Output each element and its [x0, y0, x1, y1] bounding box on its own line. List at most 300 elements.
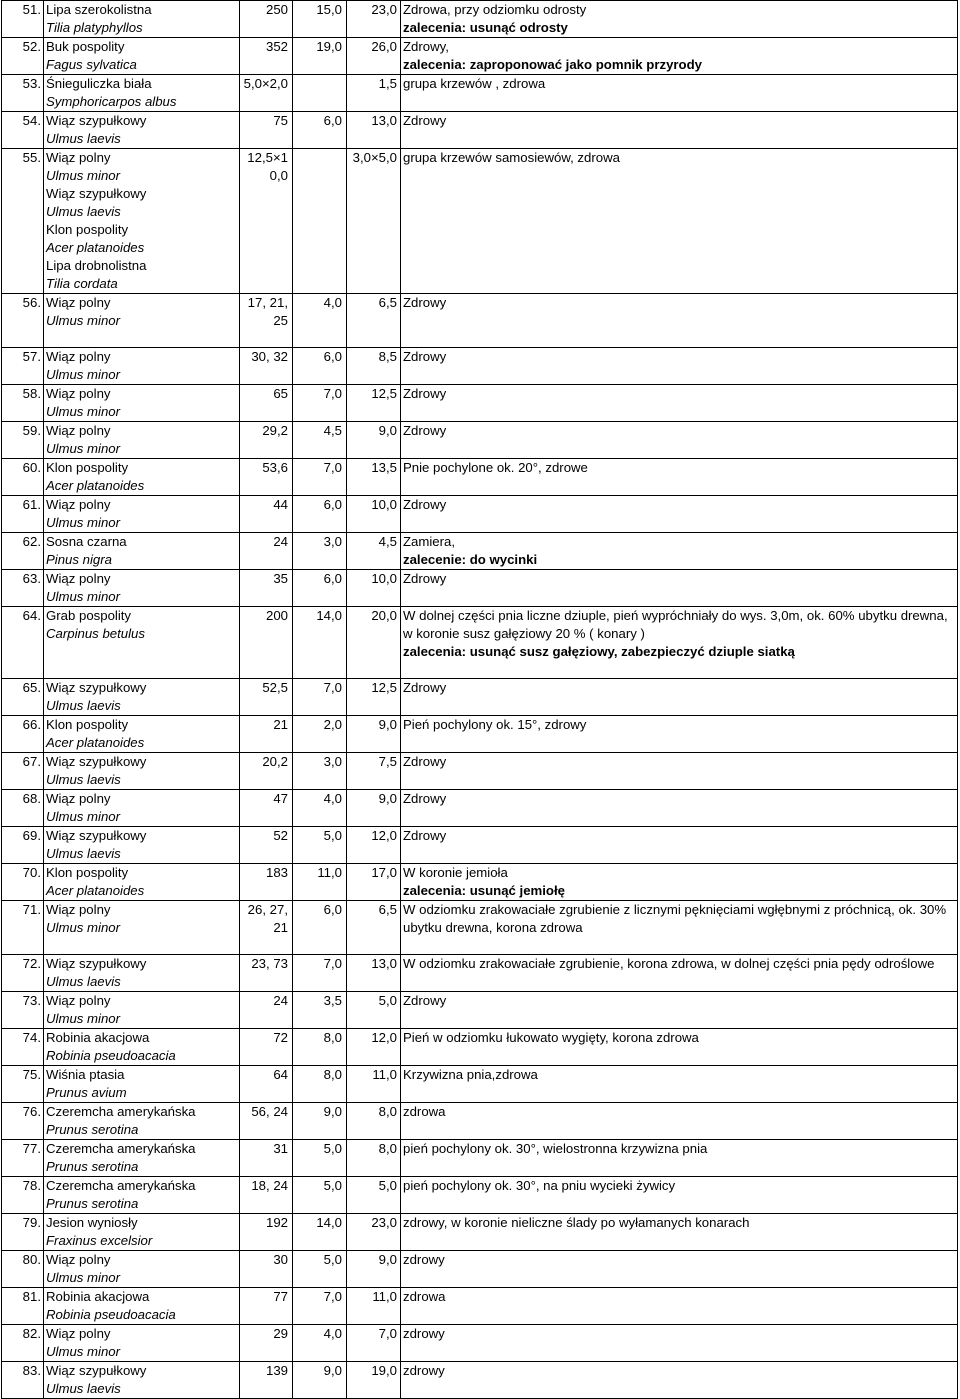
row-number: 74.: [2, 1029, 44, 1066]
condition-text: Krzywizna pnia,zdrowa: [403, 1067, 538, 1082]
crown-width-cell: 9,0: [347, 790, 401, 827]
height-cell: 3,5: [293, 992, 347, 1029]
crown-width-cell: 8,0: [347, 1103, 401, 1140]
species-polish-name: Wiąz polny: [46, 571, 111, 586]
condition-text: zdrowy: [403, 1326, 445, 1341]
species-cell: [44, 1251, 240, 1288]
species-polish-name: Śnieguliczka biała: [46, 76, 152, 91]
species-cell: [44, 149, 240, 294]
crown-width-cell: 10,0: [347, 570, 401, 607]
circumference-cell: 17, 21, 25: [240, 294, 293, 348]
species-polish-name: Wiąz polny: [46, 993, 111, 1008]
circumference-cell: 65: [240, 385, 293, 422]
circumference-cell: 250: [240, 1, 293, 38]
row-number: 53.: [2, 75, 44, 112]
species-polish-name: Wiąz polny: [46, 423, 111, 438]
table-row: [2, 149, 958, 294]
species-polish-name: Wiąz szypułkowy: [46, 956, 147, 971]
row-number: 64.: [2, 607, 44, 679]
table-row: [2, 1066, 958, 1103]
species-cell: [44, 827, 240, 864]
condition-text: zdrowa: [403, 1104, 446, 1119]
circumference-cell: 183: [240, 864, 293, 901]
species-cell: [44, 112, 240, 149]
species-polish-name: Wiąz szypułkowy: [46, 113, 147, 128]
species-polish-name: Wiąz polny: [46, 150, 111, 165]
species-latin-name: Prunus serotina: [46, 1122, 139, 1137]
condition-cell: [401, 1103, 958, 1140]
species-cell: [44, 294, 240, 348]
species-polish-name: Wiąz szypułkowy: [46, 828, 147, 843]
species-cell: [44, 1, 240, 38]
condition-cell: [401, 149, 958, 294]
species-latin-name: Acer platanoides: [46, 883, 145, 898]
circumference-cell: 29: [240, 1325, 293, 1362]
species-polish-name: Wiąz szypułkowy: [46, 754, 147, 769]
height-cell: [293, 149, 347, 294]
condition-text: grupa krzewów samosiewów, zdrowa: [403, 150, 620, 165]
table-row: [2, 1214, 958, 1251]
row-number: 58.: [2, 385, 44, 422]
species-latin-name: Ulmus minor: [46, 809, 121, 824]
crown-width-cell: 6,5: [347, 294, 401, 348]
species-cell: [44, 1325, 240, 1362]
table-row: [2, 459, 958, 496]
circumference-cell: 352: [240, 38, 293, 75]
height-cell: 5,0: [293, 1140, 347, 1177]
recommendation-text: zalecenia: zaproponować jako pomnik przyrody: [403, 57, 702, 72]
row-number: 83.: [2, 1362, 44, 1399]
condition-cell: [401, 422, 958, 459]
species-cell: [44, 955, 240, 992]
table-row: [2, 1362, 958, 1399]
crown-width-cell: 9,0: [347, 716, 401, 753]
circumference-cell: 30, 32: [240, 348, 293, 385]
table-row: [2, 955, 958, 992]
condition-text: Zdrowa, przy odziomku odrosty: [403, 2, 587, 17]
species-polish-name: Lipa szerokolistna: [46, 2, 152, 17]
table-row: [2, 422, 958, 459]
row-number: 54.: [2, 112, 44, 149]
table-row: [2, 1288, 958, 1325]
condition-cell: [401, 1, 958, 38]
condition-text: Pień w odziomku łukowato wygięty, korona zdrowa: [403, 1030, 699, 1045]
row-number: 51.: [2, 1, 44, 38]
species-polish-name: Wiąz polny: [46, 1252, 111, 1267]
height-cell: 5,0: [293, 1177, 347, 1214]
species-latin-name: Pinus nigra: [46, 552, 112, 567]
recommendation-text: zalecenia: usunąć odrosty: [403, 20, 568, 35]
height-cell: 5,0: [293, 1251, 347, 1288]
species-cell: [44, 1177, 240, 1214]
condition-cell: [401, 496, 958, 533]
crown-width-cell: 7,0: [347, 1325, 401, 1362]
species-polish-name: Wiąz szypułkowy: [46, 186, 147, 201]
height-cell: 8,0: [293, 1029, 347, 1066]
species-polish-name: Robinia akacjowa: [46, 1030, 150, 1045]
table-row: [2, 827, 958, 864]
crown-width-cell: 7,5: [347, 753, 401, 790]
table-row: [2, 1251, 958, 1288]
height-cell: 2,0: [293, 716, 347, 753]
crown-width-cell: 17,0: [347, 864, 401, 901]
circumference-cell: 192: [240, 1214, 293, 1251]
species-cell: [44, 38, 240, 75]
condition-cell: [401, 1140, 958, 1177]
species-polish-name: Wiąz polny: [46, 1326, 111, 1341]
circumference-cell: 52,5: [240, 679, 293, 716]
table-row: [2, 992, 958, 1029]
species-polish-name: Wiąz polny: [46, 497, 111, 512]
condition-cell: [401, 1325, 958, 1362]
circumference-cell: 12,5×1 0,0: [240, 149, 293, 294]
recommendation-text: zalecenie: do wycinki: [403, 552, 538, 567]
species-latin-name: Ulmus minor: [46, 367, 121, 382]
row-number: 72.: [2, 955, 44, 992]
species-cell: [44, 496, 240, 533]
circumference-cell: 47: [240, 790, 293, 827]
species-polish-name: Wiąz polny: [46, 386, 111, 401]
species-cell: [44, 1066, 240, 1103]
height-cell: 5,0: [293, 827, 347, 864]
condition-text: W odziomku zrakowaciałe zgrubienie, korona zdrowa, w dolnej części pnia pędy odroślowe: [403, 956, 935, 971]
height-cell: 6,0: [293, 348, 347, 385]
condition-cell: [401, 864, 958, 901]
condition-text: Zdrowy: [403, 791, 447, 806]
table-row: [2, 496, 958, 533]
table-row: [2, 716, 958, 753]
condition-cell: [401, 1288, 958, 1325]
recommendation-text: zalecenia: usunąć jemiołę: [403, 883, 565, 898]
species-polish-name: Wiąz polny: [46, 902, 111, 917]
table-row: [2, 294, 958, 348]
height-cell: 6,0: [293, 496, 347, 533]
recommendation-text: zalecenia: usunąć susz gałęziowy, zabezpieczyć dziuple siatką: [403, 644, 795, 659]
condition-text: Zdrowy: [403, 828, 447, 843]
height-cell: 7,0: [293, 1288, 347, 1325]
species-polish-name: Wiąz polny: [46, 295, 111, 310]
crown-width-cell: 9,0: [347, 1251, 401, 1288]
species-cell: [44, 459, 240, 496]
species-cell: [44, 607, 240, 679]
species-polish-name: Grab pospolity: [46, 608, 132, 623]
row-number: 70.: [2, 864, 44, 901]
species-cell: [44, 533, 240, 570]
table-row: [2, 1177, 958, 1214]
species-latin-name: Ulmus laevis: [46, 131, 121, 146]
species-cell: [44, 75, 240, 112]
condition-cell: [401, 459, 958, 496]
table-row: [2, 348, 958, 385]
height-cell: 4,0: [293, 1325, 347, 1362]
condition-cell: [401, 1362, 958, 1399]
height-cell: 9,0: [293, 1103, 347, 1140]
row-number: 75.: [2, 1066, 44, 1103]
species-cell: [44, 901, 240, 955]
table-row: [2, 1029, 958, 1066]
condition-cell: [401, 1066, 958, 1103]
species-cell: [44, 753, 240, 790]
height-cell: 4,5: [293, 422, 347, 459]
circumference-cell: 30: [240, 1251, 293, 1288]
row-number: 67.: [2, 753, 44, 790]
crown-width-cell: 19,0: [347, 1362, 401, 1399]
height-cell: [293, 75, 347, 112]
circumference-cell: 44: [240, 496, 293, 533]
condition-text: grupa krzewów , zdrowa: [403, 76, 546, 91]
row-number: 82.: [2, 1325, 44, 1362]
table-row: [2, 1103, 958, 1140]
species-polish-name: Czeremcha amerykańska: [46, 1178, 196, 1193]
species-latin-name: Ulmus laevis: [46, 846, 121, 861]
tree-inventory-table: [1, 0, 958, 1399]
species-latin-name: Symphoricarpos albus: [46, 94, 177, 109]
table-row: [2, 679, 958, 716]
species-cell: [44, 864, 240, 901]
crown-width-cell: 20,0: [347, 607, 401, 679]
condition-text: Zdrowy: [403, 349, 447, 364]
species-cell: [44, 992, 240, 1029]
species-latin-name: Acer platanoides: [46, 478, 145, 493]
crown-width-cell: 1,5: [347, 75, 401, 112]
table-row: [2, 864, 958, 901]
row-number: 55.: [2, 149, 44, 294]
condition-cell: [401, 112, 958, 149]
species-latin-name: Ulmus laevis: [46, 204, 121, 219]
species-latin-name: Tilia platyphyllos: [46, 20, 143, 35]
species-polish-name: Wiąz polny: [46, 349, 111, 364]
row-number: 59.: [2, 422, 44, 459]
table-row: [2, 607, 958, 679]
circumference-cell: 56, 24: [240, 1103, 293, 1140]
crown-width-cell: 5,0: [347, 992, 401, 1029]
circumference-cell: 18, 24: [240, 1177, 293, 1214]
table-row: [2, 112, 958, 149]
species-cell: [44, 1362, 240, 1399]
circumference-cell: 23, 73: [240, 955, 293, 992]
circumference-cell: 53,6: [240, 459, 293, 496]
species-polish-name: Wiąz szypułkowy: [46, 1363, 147, 1378]
crown-width-cell: 6,5: [347, 901, 401, 955]
condition-text: Pnie pochylone ok. 20°, zdrowe: [403, 460, 588, 475]
species-cell: [44, 679, 240, 716]
condition-text: Zdrowy: [403, 754, 447, 769]
height-cell: 7,0: [293, 955, 347, 992]
circumference-cell: 72: [240, 1029, 293, 1066]
species-cell: [44, 385, 240, 422]
row-number: 66.: [2, 716, 44, 753]
row-number: 77.: [2, 1140, 44, 1177]
height-cell: 4,0: [293, 790, 347, 827]
row-number: 79.: [2, 1214, 44, 1251]
species-latin-name: Ulmus laevis: [46, 974, 121, 989]
condition-cell: [401, 753, 958, 790]
species-latin-name: Prunus avium: [46, 1085, 127, 1100]
species-polish-name: Klon pospolity: [46, 717, 129, 732]
circumference-cell: 21: [240, 716, 293, 753]
species-latin-name: Ulmus minor: [46, 168, 121, 183]
crown-width-cell: 13,0: [347, 955, 401, 992]
species-latin-name: Ulmus minor: [46, 920, 121, 935]
crown-width-cell: 3,0×5,0: [347, 149, 401, 294]
species-latin-name: Ulmus minor: [46, 313, 121, 328]
species-cell: [44, 348, 240, 385]
row-number: 73.: [2, 992, 44, 1029]
condition-cell: [401, 1214, 958, 1251]
species-polish-name: Buk pospolity: [46, 39, 125, 54]
species-latin-name: Ulmus minor: [46, 515, 121, 530]
row-number: 68.: [2, 790, 44, 827]
crown-width-cell: 8,0: [347, 1140, 401, 1177]
condition-text: Zdrowy,: [403, 39, 449, 54]
row-number: 80.: [2, 1251, 44, 1288]
circumference-cell: 77: [240, 1288, 293, 1325]
species-polish-name: Lipa drobnolistna: [46, 258, 147, 273]
crown-width-cell: 4,5: [347, 533, 401, 570]
condition-text: W koronie jemioła: [403, 865, 508, 880]
species-cell: [44, 1029, 240, 1066]
condition-cell: [401, 294, 958, 348]
condition-text: pień pochylony ok. 30°, wielostronna krzywizna pnia: [403, 1141, 708, 1156]
condition-cell: [401, 1029, 958, 1066]
condition-cell: [401, 1177, 958, 1214]
species-latin-name: Acer platanoides: [46, 735, 145, 750]
condition-cell: [401, 679, 958, 716]
condition-cell: [401, 955, 958, 992]
condition-cell: [401, 790, 958, 827]
row-number: 60.: [2, 459, 44, 496]
condition-cell: [401, 827, 958, 864]
condition-text: Zdrowy: [403, 295, 447, 310]
table-row: [2, 1140, 958, 1177]
species-latin-name: Robinia pseudoacacia: [46, 1048, 176, 1063]
condition-text: pień pochylony ok. 30°, na pniu wycieki żywicy: [403, 1178, 676, 1193]
species-latin-name: Fraxinus excelsior: [46, 1233, 153, 1248]
row-number: 62.: [2, 533, 44, 570]
crown-width-cell: 12,0: [347, 1029, 401, 1066]
height-cell: 19,0: [293, 38, 347, 75]
species-latin-name: Ulmus laevis: [46, 772, 121, 787]
height-cell: 4,0: [293, 294, 347, 348]
species-latin-name: Fagus sylvatica: [46, 57, 137, 72]
crown-width-cell: 23,0: [347, 1214, 401, 1251]
condition-cell: [401, 570, 958, 607]
condition-text: zdrowy: [403, 1363, 445, 1378]
row-number: 69.: [2, 827, 44, 864]
table-row: [2, 570, 958, 607]
height-cell: 8,0: [293, 1066, 347, 1103]
species-latin-name: Ulmus minor: [46, 589, 121, 604]
crown-width-cell: 10,0: [347, 496, 401, 533]
crown-width-cell: 13,0: [347, 112, 401, 149]
row-number: 63.: [2, 570, 44, 607]
condition-text: Zdrowy: [403, 497, 447, 512]
species-polish-name: Wiąz polny: [46, 791, 111, 806]
species-latin-name: Robinia pseudoacacia: [46, 1307, 176, 1322]
height-cell: 14,0: [293, 1214, 347, 1251]
row-number: 71.: [2, 901, 44, 955]
species-latin-name: Tilia cordata: [46, 276, 118, 291]
species-polish-name: Wiąz szypułkowy: [46, 680, 147, 695]
table-row: [2, 385, 958, 422]
condition-cell: [401, 607, 958, 679]
crown-width-cell: 26,0: [347, 38, 401, 75]
circumference-cell: 24: [240, 992, 293, 1029]
condition-cell: [401, 75, 958, 112]
species-cell: [44, 1140, 240, 1177]
species-cell: [44, 716, 240, 753]
species-polish-name: Wiśnia ptasia: [46, 1067, 125, 1082]
crown-width-cell: 12,0: [347, 827, 401, 864]
height-cell: 6,0: [293, 112, 347, 149]
condition-text: Zdrowy: [403, 386, 447, 401]
condition-text: Zdrowy: [403, 423, 447, 438]
condition-cell: [401, 348, 958, 385]
condition-text: W dolnej części pnia liczne dziuple, pień wypróchniały do wys. 3,0m, ok. 60% ubytku drewna, w koronie susz gałęziowy 20 % ( konary ): [403, 608, 948, 641]
species-latin-name: Ulmus minor: [46, 404, 121, 419]
crown-width-cell: 8,5: [347, 348, 401, 385]
row-number: 81.: [2, 1288, 44, 1325]
row-number: 61.: [2, 496, 44, 533]
species-cell: [44, 790, 240, 827]
row-number: 78.: [2, 1177, 44, 1214]
height-cell: 7,0: [293, 679, 347, 716]
height-cell: 6,0: [293, 901, 347, 955]
crown-width-cell: 12,5: [347, 385, 401, 422]
row-number: 52.: [2, 38, 44, 75]
circumference-cell: 200: [240, 607, 293, 679]
condition-text: zdrowy: [403, 1252, 445, 1267]
table-row: [2, 533, 958, 570]
height-cell: 3,0: [293, 533, 347, 570]
height-cell: 9,0: [293, 1362, 347, 1399]
row-number: 65.: [2, 679, 44, 716]
height-cell: 6,0: [293, 570, 347, 607]
row-number: 56.: [2, 294, 44, 348]
species-polish-name: Czeremcha amerykańska: [46, 1141, 196, 1156]
species-latin-name: Acer platanoides: [46, 240, 145, 255]
condition-cell: [401, 992, 958, 1029]
species-cell: [44, 570, 240, 607]
condition-text: Zamiera,: [403, 534, 456, 549]
condition-text: Zdrowy: [403, 113, 447, 128]
circumference-cell: 31: [240, 1140, 293, 1177]
species-latin-name: Ulmus minor: [46, 1011, 121, 1026]
species-polish-name: Jesion wyniosły: [46, 1215, 138, 1230]
height-cell: 15,0: [293, 1, 347, 38]
table-body: [2, 1, 958, 1399]
table-row: [2, 38, 958, 75]
condition-cell: [401, 385, 958, 422]
row-number: 76.: [2, 1103, 44, 1140]
condition-cell: [401, 901, 958, 955]
species-cell: [44, 422, 240, 459]
table-row: [2, 75, 958, 112]
species-cell: [44, 1103, 240, 1140]
circumference-cell: 29,2: [240, 422, 293, 459]
height-cell: 11,0: [293, 864, 347, 901]
crown-width-cell: 13,5: [347, 459, 401, 496]
species-cell: [44, 1214, 240, 1251]
species-polish-name: Czeremcha amerykańska: [46, 1104, 196, 1119]
crown-width-cell: 5,0: [347, 1177, 401, 1214]
height-cell: 3,0: [293, 753, 347, 790]
condition-text: Pień pochylony ok. 15°, zdrowy: [403, 717, 587, 732]
crown-width-cell: 11,0: [347, 1066, 401, 1103]
height-cell: 14,0: [293, 607, 347, 679]
table-row: [2, 753, 958, 790]
circumference-cell: 24: [240, 533, 293, 570]
